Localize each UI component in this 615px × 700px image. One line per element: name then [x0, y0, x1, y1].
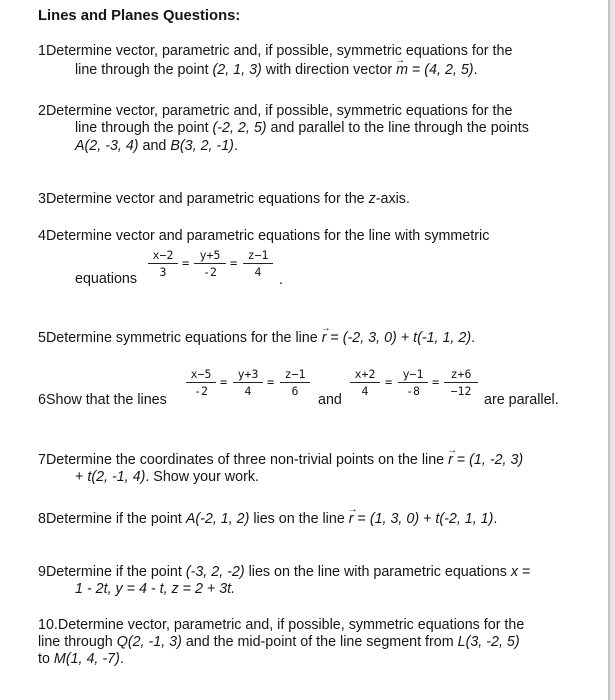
- denominator: 6: [291, 384, 299, 398]
- direction-vector: (-1, 1, 2): [417, 330, 472, 346]
- equals-sign: =: [432, 375, 440, 389]
- question-text: Determine the coordinates of three non-trivial points on the line: [45, 452, 449, 468]
- fraction-line2-z: [444, 368, 478, 398]
- fraction-line2-x: [350, 368, 380, 398]
- variable-x: x: [510, 564, 519, 580]
- question-text: .: [473, 62, 478, 78]
- question-3: [38, 191, 410, 208]
- denominator: -8: [406, 384, 420, 398]
- point: (-2, 2, 5): [212, 120, 267, 136]
- denominator: -2: [203, 265, 217, 279]
- numerator: y+3: [233, 368, 263, 383]
- equals-sign: =: [385, 375, 393, 389]
- question-text: =: [518, 564, 531, 580]
- question-text: to: [38, 651, 54, 667]
- parameter-t: t: [435, 511, 440, 527]
- question-text: line through the point: [75, 62, 213, 78]
- question-text: lies on the line: [249, 511, 349, 527]
- question-1-line-2: [75, 62, 478, 79]
- question-4-line-1: [38, 228, 489, 245]
- equals-sign: =: [182, 256, 190, 270]
- equals-sign: =: [220, 375, 228, 389]
- vector-m-symbol: m →: [396, 62, 408, 79]
- denominator: 4: [361, 384, 369, 398]
- question-2-line-1: [38, 103, 512, 120]
- question-5: [38, 330, 475, 347]
- question-text: =: [353, 511, 370, 527]
- question-10-line-1: [38, 617, 524, 634]
- equals-sign: =: [230, 256, 238, 270]
- question-text: .: [119, 651, 124, 667]
- question-text: +: [75, 469, 88, 485]
- question-number: 5: [38, 330, 46, 346]
- page-title: Lines and Planes Questions:: [38, 8, 241, 24]
- point-l: L(3, -2, 5): [457, 634, 520, 650]
- question-text: Determine vector, parametric and, if possible, symmetric equations for the: [57, 617, 525, 633]
- point: (2, 1, 3): [212, 62, 262, 78]
- position-vector: (-2, 3, 0) +: [342, 330, 414, 346]
- numerator: x−5: [186, 368, 216, 383]
- question-10-line-2: [38, 634, 520, 651]
- point-b: B(3, 2, -1): [170, 138, 234, 154]
- fraction-y: [194, 249, 226, 279]
- numerator: x+2: [350, 368, 380, 383]
- fraction-x: [148, 249, 178, 279]
- question-text: Show that the lines: [45, 392, 167, 408]
- parameter-t: t: [413, 330, 418, 346]
- question-6-text: [38, 392, 167, 409]
- question-text: Determine symmetric equations for the line: [45, 330, 322, 346]
- numerator: x−2: [148, 249, 178, 264]
- question-text: line through: [38, 634, 117, 650]
- question-text: -axis.: [375, 191, 410, 207]
- equations-label: equations: [75, 271, 138, 287]
- question-text: line through the point: [75, 120, 213, 136]
- question-number: 4: [38, 228, 46, 244]
- question-8: [38, 511, 497, 528]
- fraction-line1-x: [186, 368, 216, 398]
- point: (-3, 2, -2): [185, 564, 245, 580]
- point-a: A(2, -3, 4): [75, 138, 139, 154]
- numerator: z−1: [243, 249, 273, 264]
- question-9-line-1: [38, 564, 530, 581]
- question-text: Determine if the point: [45, 564, 186, 580]
- numerator: y−1: [398, 368, 428, 383]
- question-text: and parallel to the line through the points: [266, 120, 529, 136]
- question-text: and the mid-point of the line segment from: [181, 634, 458, 650]
- denominator: -2: [194, 384, 208, 398]
- point-q: Q(2, -1, 3): [116, 634, 182, 650]
- question-text: =: [408, 62, 425, 78]
- question-number: 6: [38, 392, 46, 408]
- question-7-line-2: [75, 469, 259, 486]
- question-2-line-2: [75, 120, 529, 137]
- fraction-line1-y: [233, 368, 263, 398]
- position-vector: (1, -2, 3): [469, 452, 524, 468]
- position-vector: (1, 3, 0) +: [369, 511, 436, 527]
- question-text: .: [471, 330, 476, 346]
- question-text: Determine vector, parametric and, if possible, symmetric equations for the: [45, 43, 513, 59]
- denominator: 3: [159, 265, 167, 279]
- vector-r-symbol: r →: [349, 511, 354, 528]
- direction-vector: (-2, 1, 1): [439, 511, 494, 527]
- question-text: Determine vector and parametric equations for the line with symmetric: [45, 228, 490, 244]
- period: .: [279, 272, 283, 288]
- question-number: 10.: [38, 617, 58, 633]
- question-text: . Show your work.: [145, 469, 259, 485]
- question-number: 8: [38, 511, 46, 527]
- vector-r-symbol: r →: [322, 330, 327, 347]
- direction-vector: (2, -1, 4): [91, 469, 146, 485]
- question-text: and: [138, 138, 171, 154]
- parameter-t: t: [87, 469, 92, 485]
- point-m: M(1, 4, -7): [53, 651, 120, 667]
- question-text: Determine vector, parametric and, if possible, symmetric equations for the: [45, 103, 513, 119]
- question-text: lies on the line with parametric equations: [244, 564, 511, 580]
- question-10-line-3: [38, 651, 124, 668]
- question-number: 7: [38, 452, 46, 468]
- equals-sign: =: [267, 375, 275, 389]
- denominator: 4: [254, 265, 262, 279]
- question-text: with direction vector: [261, 62, 397, 78]
- numerator: y+5: [194, 249, 226, 264]
- question-text: .: [493, 511, 498, 527]
- question-number: 1: [38, 43, 46, 59]
- point: A(-2, 1, 2): [185, 511, 250, 527]
- and-word: and: [318, 392, 342, 408]
- question-number: 9: [38, 564, 46, 580]
- numerator: z+6: [444, 368, 478, 383]
- are-parallel-text: are parallel.: [484, 392, 559, 408]
- fraction-line1-z: [280, 368, 310, 398]
- question-number: 3: [38, 191, 46, 207]
- question-text: Determine vector and parametric equations for the: [45, 191, 369, 207]
- direction-vector: (4, 2, 5): [424, 62, 474, 78]
- axis-name: z: [368, 191, 376, 207]
- fraction-line2-y: [398, 368, 428, 398]
- denominator: 4: [244, 384, 252, 398]
- question-text: =: [326, 330, 343, 346]
- vector-r-symbol: r →: [448, 452, 453, 469]
- question-number: 2: [38, 103, 46, 119]
- question-text: =: [452, 452, 470, 468]
- question-1-line-1: [38, 43, 512, 60]
- question-2-line-3: [75, 138, 238, 155]
- numerator: z−1: [280, 368, 310, 383]
- question-text: .: [233, 138, 238, 154]
- question-text: Determine if the point: [45, 511, 186, 527]
- question-7-line-1: [38, 452, 523, 469]
- fraction-z: [243, 249, 273, 279]
- denominator: −12: [450, 384, 472, 398]
- question-9-line-2: 1 - 2t, y = 4 - t, z = 2 + 3t.: [75, 581, 236, 597]
